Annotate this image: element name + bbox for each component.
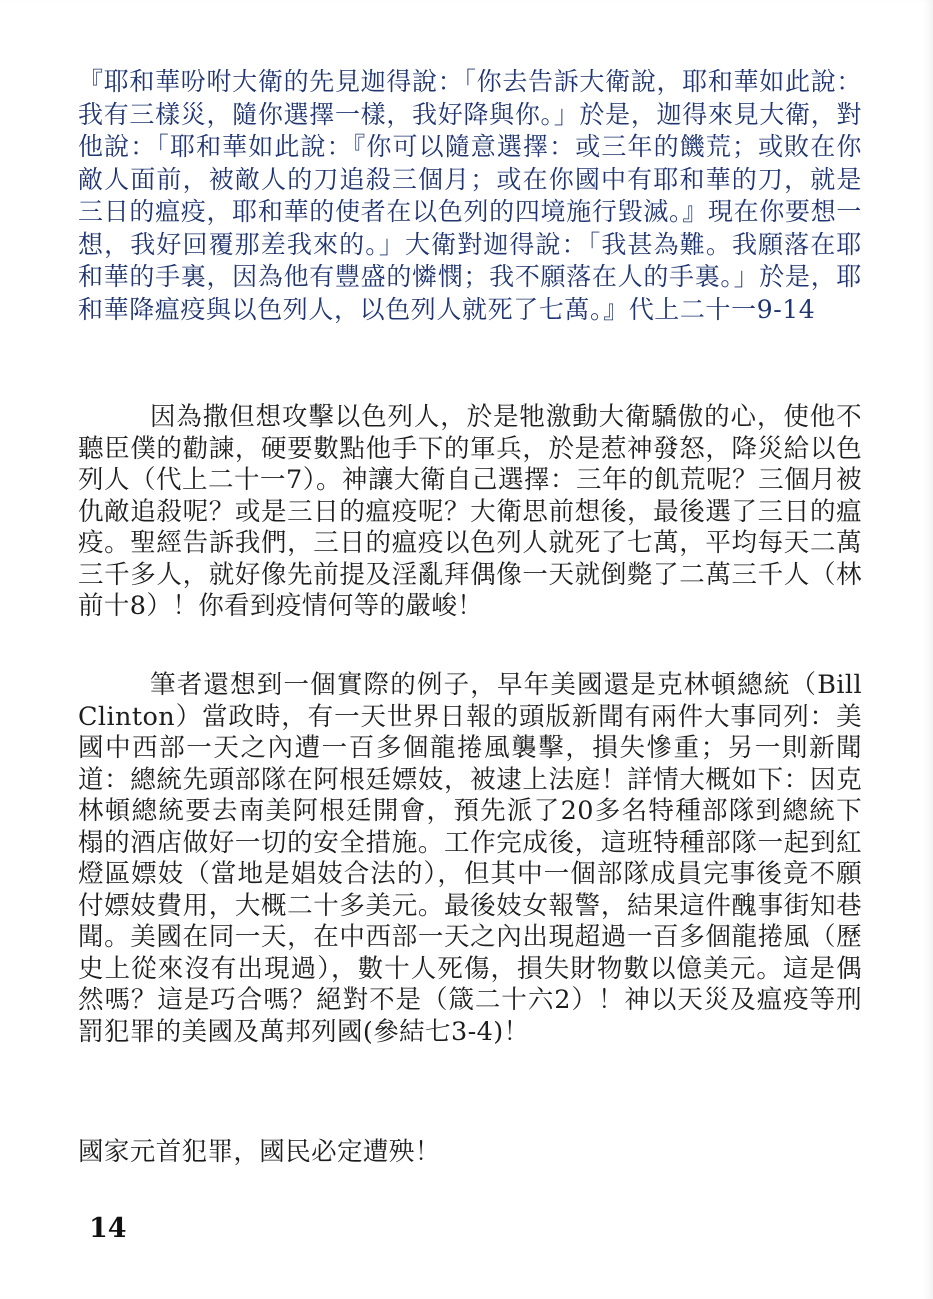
body-paragraph-1: 因為撒但想攻擊以色列人，於是牠激動大衛驕傲的心，使他不聽臣僕的勸諫，硬要數點他手下的軍兵，於是惹神發怒，降災給以色列人（代上二十一7）。神讓大衛自己選擇：三年的飢荒呢？三個月被仇敵追殺呢？或是三日的瘟疫呢？大衛思前想後，最後選了三日的瘟疫。聖經告訴我們，三日的瘟疫以色列人就死了七萬，平均每天二萬三千多人，就好像先前提及淫亂拜偶像一天就倒斃了二萬三千人（林前十8）！你看到疫情何等的嚴峻！: [78, 402, 862, 621]
body-paragraph-2: 筆者還想到一個實際的例子，早年美國還是克林頓總統（Bill Clinton）當政時，有一天世界日報的頭版新聞有兩件大事同列：美國中西部一天之內遭一百多個龍捲風襲擊，損失慘重；另一則新聞道：總統先頭部隊在阿根廷嫖妓，被逮上法庭！詳情大概如下：因克林頓總統要去南美阿根廷開會，預先派了20多名特種部隊到總統下榻的酒店做好一切的安全措施。工作完成後，這班特種部隊一起到紅燈區嫖妓（當地是娼妓合法的），但其中一個部隊成員完事後竟不願付嫖妓費用，大概二十多美元。最後妓女報警，結果這件醜事街知巷聞。美國在同一天，在中西部一天之內出現超過一百多個龍捲風（歷史上從來沒有出現過），數十人死傷，損失財物數以億美元。這是偶然嗎？這是巧合嗎？絕對不是（箴二十六2）！神以天災及瘟疫等刑罰犯罪的美國及萬邦列國(參結七3-4)！: [78, 670, 862, 1047]
scripture-quote: 『耶和華吩咐大衛的先見迦得說：「你去告訴大衛說，耶和華如此說：我有三樣災，隨你選擇一樣，我好降與你。」於是，迦得來見大衛，對他說：「耶和華如此說：『你可以隨意選擇：或三年的饑荒；或敗在你敵人面前，被敵人的刀追殺三個月；或在你國中有耶和華的刀，就是三日的瘟疫，耶和華的使者在以色列的四境施行毀滅。』現在你要想一想，我好回覆那差我來的。」大衛對迦得說：「我甚為難。我願落在耶和華的手裏，因為他有豐盛的憐憫；我不願落在人的手裏。」於是，耶和華降瘟疫與以色列人，以色列人就死了七萬。』代上二十一9-14: [78, 67, 862, 324]
closing-statement: 國家元首犯罪，國民必定遭殃！: [78, 1137, 441, 1167]
page-number: 14: [89, 1213, 127, 1244]
